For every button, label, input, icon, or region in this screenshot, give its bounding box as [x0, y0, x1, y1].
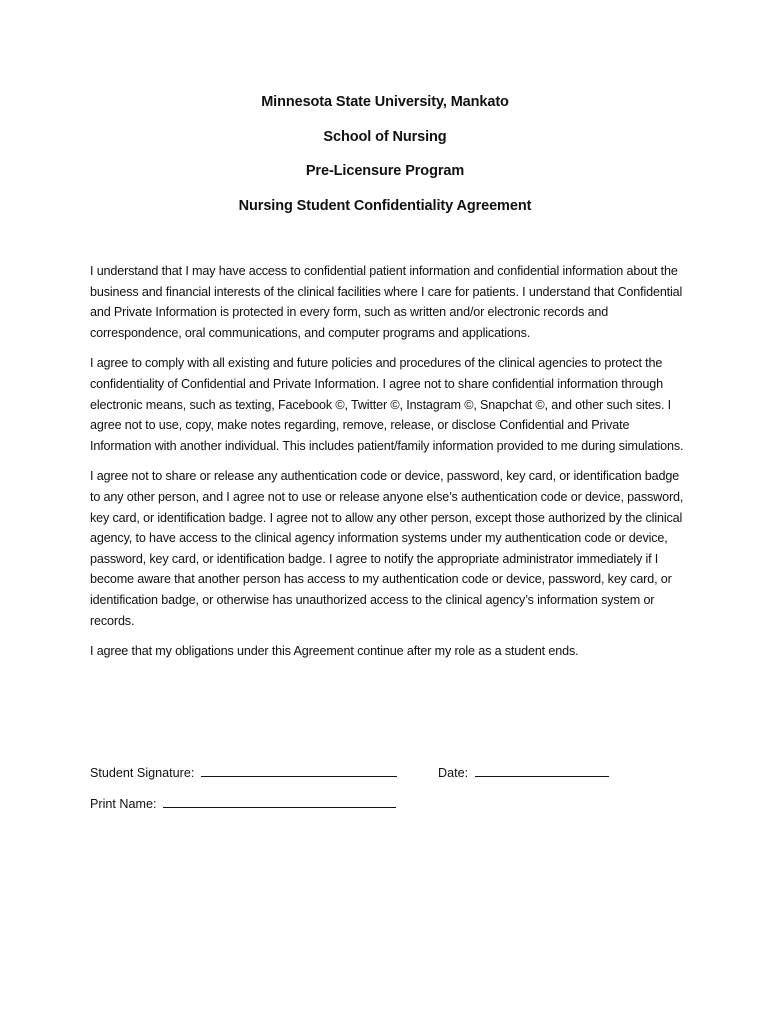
paragraph-access: I understand that I may have access to confidential patient information and confidential information about the business and financial interests of the clinical facilities where I care for patients. I understand that Confidential and Private Information is protected in every form, such as written and/or electronic records and correspondence, oral communications, and computer programs and applications. [90, 264, 683, 340]
paragraph-authentication: I agree not to share or release any authentication code or device, password, key card, or identification badge to any other person, and I agree not to use or release anyone else’s authentication code or device, password, key card, or identification badge. I agree not to allow any other person, except those authorized by the clinical agency, to have access to the clinical agency information systems under my authentication code or device, password, key card, or identification badge. I agree to notify the appropriate administrator immediately if I become aware that another person has access to my authentication code or device, password, key card, or identification badge, or otherwise has unauthorized access to the clinical agency’s information system or records. [90, 469, 684, 628]
university-name: Minnesota State University, Mankato [261, 94, 509, 110]
document-title: Nursing Student Confidentiality Agreement [238, 197, 532, 214]
signature-row [90, 763, 469, 782]
date-group [438, 763, 609, 782]
paragraph-obligations: I agree that my obligations under this Agreement continue after my role as a student ends. [90, 644, 579, 659]
agreement-body [90, 261, 690, 672]
print-name-row [90, 794, 396, 813]
program-name: Pre-Licensure Program [305, 163, 465, 179]
paragraph-comply: I agree to comply with all existing and future policies and procedures of the clinical agencies to protect the confidentiality of Confidential and Private Information. I agree not to share confidential information through electronic means, such as texting, Facebook ©, Twitter ©, Instagram ©, Snapchat ©, and other such sites. I agree not to use, copy, make notes regarding, remove, release, or disclose Confidential and Private Information with another individual. This includes patient/family information provided to me during simulations. [90, 356, 684, 453]
school-name: School of Nursing [323, 128, 447, 145]
student-signature-field[interactable] [201, 763, 397, 777]
student-signature-label: Student Signature: [90, 766, 195, 780]
print-name-label: Print Name: [90, 797, 157, 811]
document-header [0, 93, 770, 231]
date-field[interactable] [475, 763, 609, 777]
print-name-field[interactable] [163, 794, 396, 808]
date-label: Date: [438, 766, 469, 780]
